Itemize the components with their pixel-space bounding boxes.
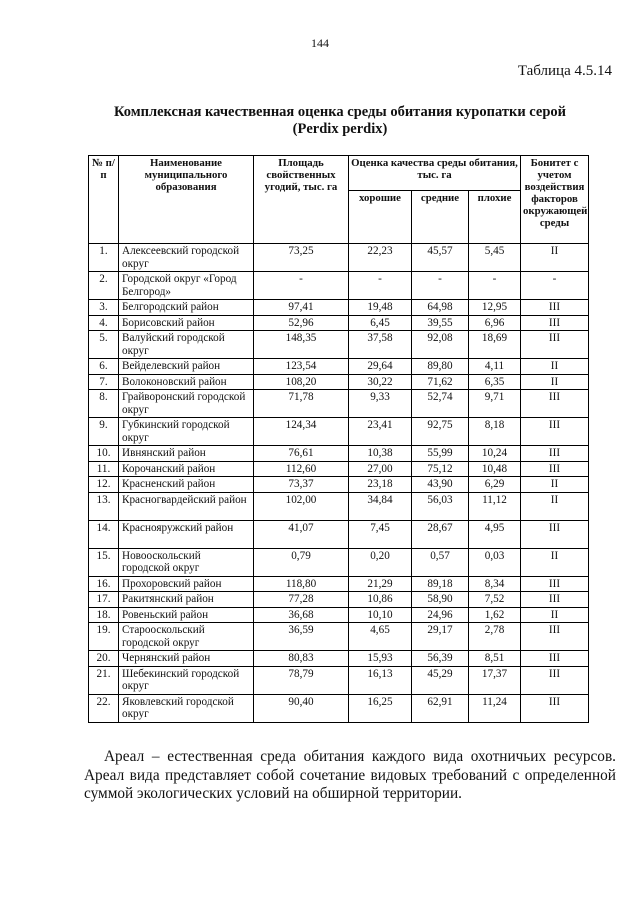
row-name: Красненский район bbox=[119, 477, 254, 493]
row-good: 22,23 bbox=[349, 244, 412, 272]
table-title bbox=[90, 104, 590, 138]
row-area: - bbox=[254, 272, 349, 300]
row-num: 18. bbox=[89, 607, 119, 623]
row-good: 0,20 bbox=[349, 548, 412, 576]
row-bad: 10,24 bbox=[469, 446, 521, 462]
row-area: 108,20 bbox=[254, 374, 349, 390]
table-row bbox=[89, 607, 589, 623]
row-good: 30,22 bbox=[349, 374, 412, 390]
row-good: 21,29 bbox=[349, 576, 412, 592]
row-medium: 45,29 bbox=[412, 666, 469, 694]
table-label: Таблица 4.5.14 bbox=[517, 63, 612, 79]
table-row bbox=[89, 418, 589, 446]
row-name: Красногвардейский район bbox=[119, 492, 254, 520]
row-good: 7,45 bbox=[349, 520, 412, 548]
row-bad: 8,51 bbox=[469, 651, 521, 667]
row-bonitet: III bbox=[521, 300, 589, 316]
row-medium: 29,17 bbox=[412, 623, 469, 651]
header-area: Площадь свойственных угодий, тыс. га bbox=[254, 156, 349, 244]
table-row bbox=[89, 477, 589, 493]
row-bad: 6,96 bbox=[469, 315, 521, 331]
row-medium: 71,62 bbox=[412, 374, 469, 390]
row-num: 15. bbox=[89, 548, 119, 576]
table-row bbox=[89, 492, 589, 520]
row-name: Грайворонский городской округ bbox=[119, 390, 254, 418]
table-row bbox=[89, 244, 589, 272]
table-row bbox=[89, 576, 589, 592]
row-good: 29,64 bbox=[349, 359, 412, 375]
row-bad: 8,34 bbox=[469, 576, 521, 592]
table-row bbox=[89, 520, 589, 548]
row-area: 36,68 bbox=[254, 607, 349, 623]
row-name: Ивнянский район bbox=[119, 446, 254, 462]
header-quality: Оценка качества среды обитания, тыс. га bbox=[349, 156, 521, 191]
header-good: хорошие bbox=[349, 191, 412, 244]
row-bad: 8,18 bbox=[469, 418, 521, 446]
row-num: 20. bbox=[89, 651, 119, 667]
row-bonitet: II bbox=[521, 492, 589, 520]
table-row bbox=[89, 390, 589, 418]
row-good: 34,84 bbox=[349, 492, 412, 520]
header-num: № п/п bbox=[89, 156, 119, 244]
row-medium: 58,90 bbox=[412, 592, 469, 608]
title-line-2: (Perdix perdix) bbox=[292, 121, 388, 137]
row-bonitet: III bbox=[521, 331, 589, 359]
row-area: 73,25 bbox=[254, 244, 349, 272]
row-name: Новооскольский городской округ bbox=[119, 548, 254, 576]
row-good: 23,41 bbox=[349, 418, 412, 446]
row-bad: 4,11 bbox=[469, 359, 521, 375]
table-row bbox=[89, 592, 589, 608]
row-good: 15,93 bbox=[349, 651, 412, 667]
row-area: 123,54 bbox=[254, 359, 349, 375]
row-area: 148,35 bbox=[254, 331, 349, 359]
header-bonitet: Бонитет с учетом воздействия факторов окружающей среды bbox=[521, 156, 589, 244]
table-row bbox=[89, 331, 589, 359]
row-area: 36,59 bbox=[254, 623, 349, 651]
row-good: 10,38 bbox=[349, 446, 412, 462]
row-medium: 43,90 bbox=[412, 477, 469, 493]
row-bad: 11,12 bbox=[469, 492, 521, 520]
row-bonitet: III bbox=[521, 461, 589, 477]
table-row bbox=[89, 461, 589, 477]
row-bad: 2,78 bbox=[469, 623, 521, 651]
table-row bbox=[89, 272, 589, 300]
row-medium: 62,91 bbox=[412, 694, 469, 722]
row-bad: 10,48 bbox=[469, 461, 521, 477]
row-good: 23,18 bbox=[349, 477, 412, 493]
row-good: 10,10 bbox=[349, 607, 412, 623]
row-name: Шебекинский городской округ bbox=[119, 666, 254, 694]
row-area: 76,61 bbox=[254, 446, 349, 462]
row-bonitet: III bbox=[521, 592, 589, 608]
row-bad: 11,24 bbox=[469, 694, 521, 722]
row-bad: 9,71 bbox=[469, 390, 521, 418]
row-medium: 56,03 bbox=[412, 492, 469, 520]
row-area: 78,79 bbox=[254, 666, 349, 694]
row-medium: 52,74 bbox=[412, 390, 469, 418]
row-area: 124,34 bbox=[254, 418, 349, 446]
row-bonitet: II bbox=[521, 477, 589, 493]
row-name: Яковлевский городской округ bbox=[119, 694, 254, 722]
row-good: 16,13 bbox=[349, 666, 412, 694]
row-area: 90,40 bbox=[254, 694, 349, 722]
table-row bbox=[89, 359, 589, 375]
row-num: 4. bbox=[89, 315, 119, 331]
table-row bbox=[89, 300, 589, 316]
row-name: Валуйский городской округ bbox=[119, 331, 254, 359]
row-num: 7. bbox=[89, 374, 119, 390]
row-medium: 56,39 bbox=[412, 651, 469, 667]
row-bad: 1,62 bbox=[469, 607, 521, 623]
row-bad: 18,69 bbox=[469, 331, 521, 359]
row-num: 1. bbox=[89, 244, 119, 272]
row-good: 10,86 bbox=[349, 592, 412, 608]
title-line-1: Комплексная качественная оценка среды обитания куропатки серой bbox=[113, 104, 567, 120]
row-bonitet: II bbox=[521, 548, 589, 576]
row-bonitet: II bbox=[521, 359, 589, 375]
row-bonitet: III bbox=[521, 520, 589, 548]
row-bonitet: III bbox=[521, 694, 589, 722]
row-good: 4,65 bbox=[349, 623, 412, 651]
table-row bbox=[89, 446, 589, 462]
row-bonitet: III bbox=[521, 651, 589, 667]
row-medium: 92,75 bbox=[412, 418, 469, 446]
row-name: Ровеньский район bbox=[119, 607, 254, 623]
header-medium: средние bbox=[412, 191, 469, 244]
row-bonitet: II bbox=[521, 244, 589, 272]
habitat-quality-table bbox=[88, 155, 589, 723]
table-row bbox=[89, 694, 589, 722]
row-num: 3. bbox=[89, 300, 119, 316]
row-num: 6. bbox=[89, 359, 119, 375]
row-name: Чернянский район bbox=[119, 651, 254, 667]
row-num: 2. bbox=[89, 272, 119, 300]
table-row bbox=[89, 374, 589, 390]
row-num: 22. bbox=[89, 694, 119, 722]
row-good: - bbox=[349, 272, 412, 300]
row-bonitet: III bbox=[521, 666, 589, 694]
row-name: Краснояружский район bbox=[119, 520, 254, 548]
row-medium: 28,67 bbox=[412, 520, 469, 548]
row-num: 8. bbox=[89, 390, 119, 418]
row-medium: 39,55 bbox=[412, 315, 469, 331]
areal-paragraph: Ареал – естественная среда обитания каждого вида охотничьих ресурсов. Ареал вида представляет собой сочетание видовых требований с определенной суммой экологических условий на обширной территории. bbox=[84, 748, 616, 802]
row-name: Алексеевский городской округ bbox=[119, 244, 254, 272]
row-num: 10. bbox=[89, 446, 119, 462]
row-num: 21. bbox=[89, 666, 119, 694]
row-name: Губкинский городской округ bbox=[119, 418, 254, 446]
table-row bbox=[89, 548, 589, 576]
row-area: 112,60 bbox=[254, 461, 349, 477]
row-medium: 64,98 bbox=[412, 300, 469, 316]
row-bad: 17,37 bbox=[469, 666, 521, 694]
row-num: 17. bbox=[89, 592, 119, 608]
row-medium: 89,18 bbox=[412, 576, 469, 592]
row-medium: - bbox=[412, 272, 469, 300]
table-row bbox=[89, 666, 589, 694]
row-good: 9,33 bbox=[349, 390, 412, 418]
row-area: 0,79 bbox=[254, 548, 349, 576]
row-num: 12. bbox=[89, 477, 119, 493]
row-medium: 45,57 bbox=[412, 244, 469, 272]
row-good: 37,58 bbox=[349, 331, 412, 359]
row-area: 73,37 bbox=[254, 477, 349, 493]
row-bonitet: III bbox=[521, 418, 589, 446]
row-medium: 55,99 bbox=[412, 446, 469, 462]
row-name: Городской округ «Город Белгород» bbox=[119, 272, 254, 300]
row-name: Борисовский район bbox=[119, 315, 254, 331]
table-row bbox=[89, 623, 589, 651]
row-good: 16,25 bbox=[349, 694, 412, 722]
row-bonitet: - bbox=[521, 272, 589, 300]
row-bonitet: II bbox=[521, 607, 589, 623]
row-area: 97,41 bbox=[254, 300, 349, 316]
row-bonitet: III bbox=[521, 390, 589, 418]
row-area: 102,00 bbox=[254, 492, 349, 520]
row-bonitet: III bbox=[521, 446, 589, 462]
page-number: 144 bbox=[311, 36, 329, 50]
row-bad: - bbox=[469, 272, 521, 300]
row-medium: 92,08 bbox=[412, 331, 469, 359]
row-num: 9. bbox=[89, 418, 119, 446]
row-medium: 24,96 bbox=[412, 607, 469, 623]
row-name: Вейделевский район bbox=[119, 359, 254, 375]
row-good: 27,00 bbox=[349, 461, 412, 477]
row-area: 80,83 bbox=[254, 651, 349, 667]
row-bad: 5,45 bbox=[469, 244, 521, 272]
row-bad: 6,29 bbox=[469, 477, 521, 493]
row-bonitet: III bbox=[521, 623, 589, 651]
row-name: Корочанский район bbox=[119, 461, 254, 477]
header-bad: плохие bbox=[469, 191, 521, 244]
row-area: 71,78 bbox=[254, 390, 349, 418]
table-row bbox=[89, 315, 589, 331]
row-name: Белгородский район bbox=[119, 300, 254, 316]
row-name: Ракитянский район bbox=[119, 592, 254, 608]
row-area: 118,80 bbox=[254, 576, 349, 592]
row-bad: 0,03 bbox=[469, 548, 521, 576]
row-area: 52,96 bbox=[254, 315, 349, 331]
header-name: Наименование муниципального образования bbox=[119, 156, 254, 244]
row-num: 16. bbox=[89, 576, 119, 592]
row-bonitet: II bbox=[521, 374, 589, 390]
table-row bbox=[89, 651, 589, 667]
row-bonitet: III bbox=[521, 576, 589, 592]
row-num: 14. bbox=[89, 520, 119, 548]
row-good: 6,45 bbox=[349, 315, 412, 331]
row-bad: 4,95 bbox=[469, 520, 521, 548]
row-name: Прохоровский район bbox=[119, 576, 254, 592]
row-bad: 6,35 bbox=[469, 374, 521, 390]
row-good: 19,48 bbox=[349, 300, 412, 316]
row-medium: 89,80 bbox=[412, 359, 469, 375]
row-name: Старооскольский городской округ bbox=[119, 623, 254, 651]
row-num: 19. bbox=[89, 623, 119, 651]
row-area: 77,28 bbox=[254, 592, 349, 608]
row-area: 41,07 bbox=[254, 520, 349, 548]
row-bad: 12,95 bbox=[469, 300, 521, 316]
row-medium: 75,12 bbox=[412, 461, 469, 477]
row-medium: 0,57 bbox=[412, 548, 469, 576]
table-header-row bbox=[89, 156, 589, 191]
row-bonitet: III bbox=[521, 315, 589, 331]
row-num: 11. bbox=[89, 461, 119, 477]
row-num: 13. bbox=[89, 492, 119, 520]
row-bad: 7,52 bbox=[469, 592, 521, 608]
row-num: 5. bbox=[89, 331, 119, 359]
row-name: Волоконовский район bbox=[119, 374, 254, 390]
